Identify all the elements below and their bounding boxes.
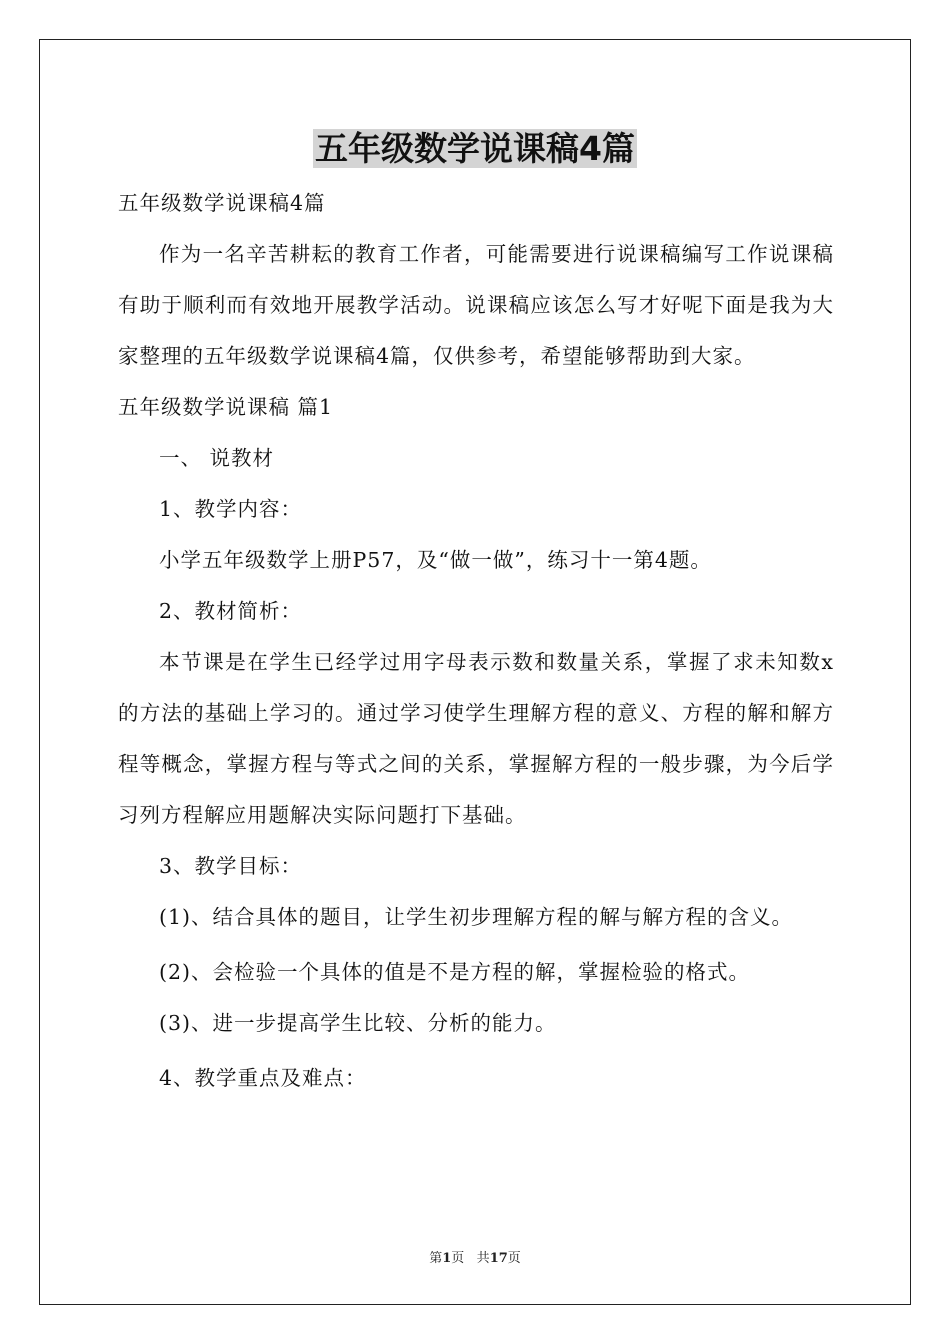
item-heading: 4、教学重点及难点： bbox=[159, 1066, 367, 1090]
section-heading: 五年级数学说课稿 篇1 bbox=[118, 395, 334, 419]
objective-item: (2)、会检验一个具体的值是不是方程的解，掌握检验的格式。 bbox=[159, 960, 751, 984]
footer-page-number: 1 bbox=[442, 1251, 452, 1266]
item-heading: 2、教材简析： bbox=[159, 599, 303, 623]
item-heading: 3、教学目标： bbox=[159, 854, 303, 878]
subtitle-paragraph: 五年级数学说课稿4篇 bbox=[118, 191, 326, 215]
document-title bbox=[0, 126, 950, 172]
footer-page-prefix: 第 bbox=[429, 1251, 443, 1266]
document-title-text: 五年级数学说课稿4篇 bbox=[315, 129, 635, 168]
item-heading: 1、教学内容： bbox=[159, 497, 303, 521]
page-footer bbox=[0, 1247, 950, 1266]
content-paragraph: 本节课是在学生已经学过用字母表示数和数量关系，掌握了求未知数x的方法的基础上学习的。通过学习使学生理解方程的意义、方程的解和解方程等概念，掌握方程与等式之间的关系，掌握解方程的一般步骤，为今后学习列方程解应用题解决实际问题打下基础。 bbox=[118, 650, 834, 827]
intro-paragraph: 作为一名辛苦耕耘的教育工作者，可能需要进行说课稿编写工作说课稿有助于顺利而有效地开展教学活动。说课稿应该怎么写才好呢下面是我为大家整理的五年级数学说课稿4篇，仅供参考，希望能够帮助到大家。 bbox=[118, 242, 834, 368]
footer-total-suffix: 页 bbox=[507, 1251, 521, 1266]
document-body bbox=[118, 178, 834, 1104]
objective-item: (3)、进一步提高学生比较、分析的能力。 bbox=[159, 1011, 557, 1035]
footer-page-suffix: 页 bbox=[451, 1251, 465, 1266]
part-heading: 一、 说教材 bbox=[159, 446, 275, 470]
footer-total-pages: 17 bbox=[489, 1251, 508, 1266]
content-paragraph: 小学五年级数学上册P57，及“做一做”，练习十一第4题。 bbox=[159, 548, 712, 572]
footer-total-prefix: 共 bbox=[476, 1251, 490, 1266]
objective-item: (1)、结合具体的题目，让学生初步理解方程的解与解方程的含义。 bbox=[159, 905, 794, 929]
